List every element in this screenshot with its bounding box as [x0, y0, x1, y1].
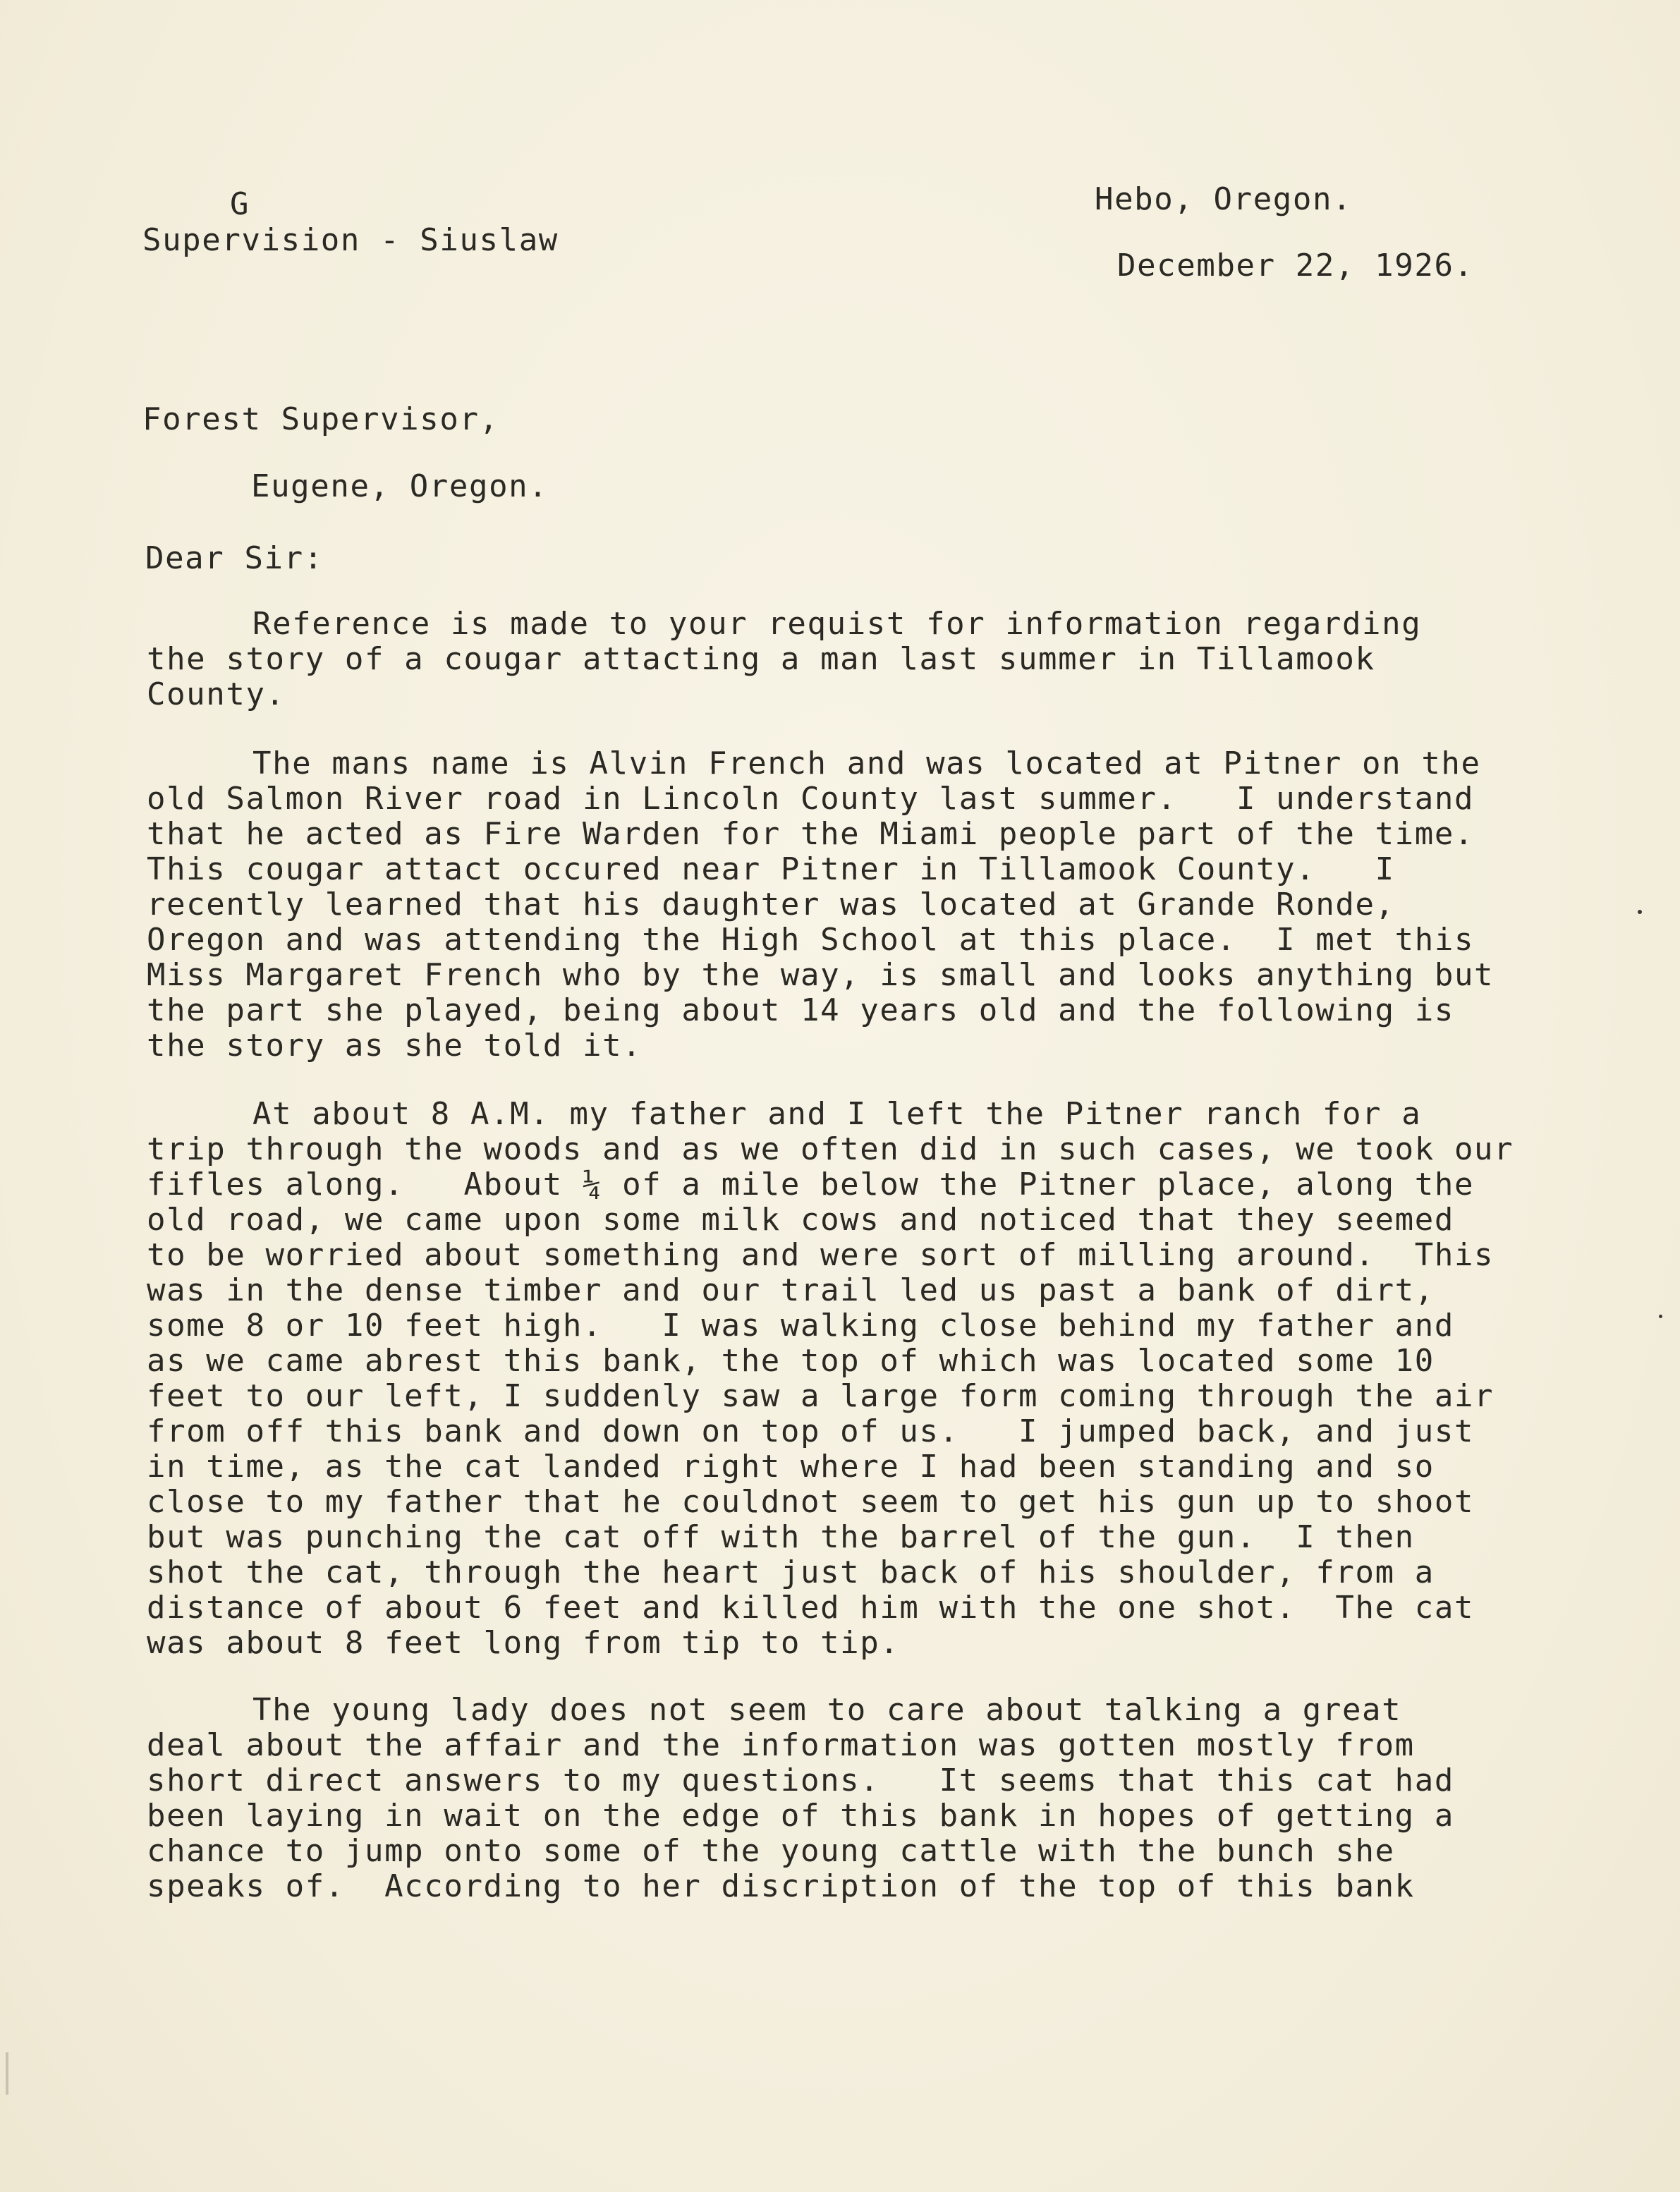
- text-line: The mans name is Alvin French and was located at Pitner on the: [252, 745, 1481, 781]
- text-line: to be worried about something and were sort of milling around. This: [147, 1237, 1495, 1273]
- text-line: distance of about 6 feet and killed him with the one shot. The cat: [147, 1590, 1475, 1626]
- paragraph-2: [147, 746, 1628, 1064]
- text-line: was about 8 feet long from tip to tip.: [147, 1625, 900, 1661]
- text-line: old road, we came upon some milk cows and noticed that they seemed: [147, 1202, 1454, 1238]
- text-line: chance to jump onto some of the young cattle with the bunch she: [147, 1833, 1395, 1869]
- text-line: from off this bank and down on top of us. I jumped back, and just: [147, 1413, 1475, 1449]
- text-line: shot the cat, through the heart just back of his shoulder, from a: [147, 1554, 1435, 1590]
- text-line: the story of a cougar attacting a man last summer in Tillamook: [147, 641, 1375, 677]
- text-line: speaks of. According to her discription of the top of this bank: [147, 1868, 1415, 1904]
- text-line: that he acted as Fire Warden for the Miami people part of the time.: [147, 816, 1475, 852]
- addressee-city: Eugene, Oregon.: [251, 468, 549, 504]
- text-line: Oregon and was attending the High School at this place. I met this: [147, 922, 1475, 958]
- text-line: County.: [147, 676, 286, 712]
- paper-speck: [1638, 910, 1642, 914]
- file-subject: Supervision - Siuslaw: [142, 222, 559, 258]
- file-code: G: [230, 186, 250, 222]
- text-line: the story as she told it.: [147, 1028, 643, 1064]
- text-line: some 8 or 10 feet high. I was walking close behind my father and: [147, 1308, 1454, 1344]
- text-line: feet to our left, I suddenly saw a large form coming through the air: [147, 1378, 1495, 1414]
- text-line: close to my father that he couldnot seem to get his gun up to shoot: [147, 1484, 1475, 1520]
- paper-edge-mark: [6, 2052, 8, 2095]
- letter-place: Hebo, Oregon.: [1095, 181, 1353, 217]
- text-line: deal about the affair and the information was gotten mostly from: [147, 1727, 1415, 1763]
- text-line: The young lady does not seem to care about talking a great: [252, 1692, 1402, 1728]
- paragraph-4: [147, 1693, 1628, 1904]
- paper-speck: [1659, 1315, 1662, 1318]
- paragraph-1: [147, 607, 1628, 712]
- text-line: Miss Margaret French who by the way, is small and looks anything but: [147, 957, 1495, 993]
- text-line: old Salmon River road in Lincoln County last summer. I understand: [147, 781, 1475, 817]
- addressee-title: Forest Supervisor,: [142, 401, 499, 437]
- text-line: but was punching the cat off with the barrel of the gun. I then: [147, 1519, 1415, 1555]
- text-line: At about 8 A.M. my father and I left the Pitner ranch for a: [252, 1096, 1422, 1132]
- text-line: as we came abrest this bank, the top of which was located some 10: [147, 1343, 1435, 1379]
- text-line: was in the dense timber and our trail led us past a bank of dirt,: [147, 1272, 1435, 1308]
- text-line: fifles along. About ¼ of a mile below the Pitner place, along the: [147, 1167, 1475, 1202]
- text-line: the part she played, being about 14 years old and the following is: [147, 992, 1454, 1028]
- text-line: recently learned that his daughter was located at Grande Ronde,: [147, 887, 1395, 923]
- text-line: short direct answers to my questions. It seems that this cat had: [147, 1762, 1454, 1798]
- paragraph-3: [147, 1097, 1628, 1661]
- letter-date: December 22, 1926.: [1117, 248, 1474, 284]
- text-line: trip through the woods and as we often did in such cases, we took our: [147, 1131, 1514, 1167]
- text-line: in time, as the cat landed right where I had been standing and so: [147, 1449, 1435, 1485]
- text-line: Reference is made to your requist for information regarding: [252, 606, 1422, 642]
- text-line: This cougar attact occured near Pitner in Tillamook County. I: [147, 851, 1395, 887]
- text-line: been laying in wait on the edge of this bank in hopes of getting a: [147, 1798, 1454, 1834]
- salutation: Dear Sir:: [145, 540, 324, 576]
